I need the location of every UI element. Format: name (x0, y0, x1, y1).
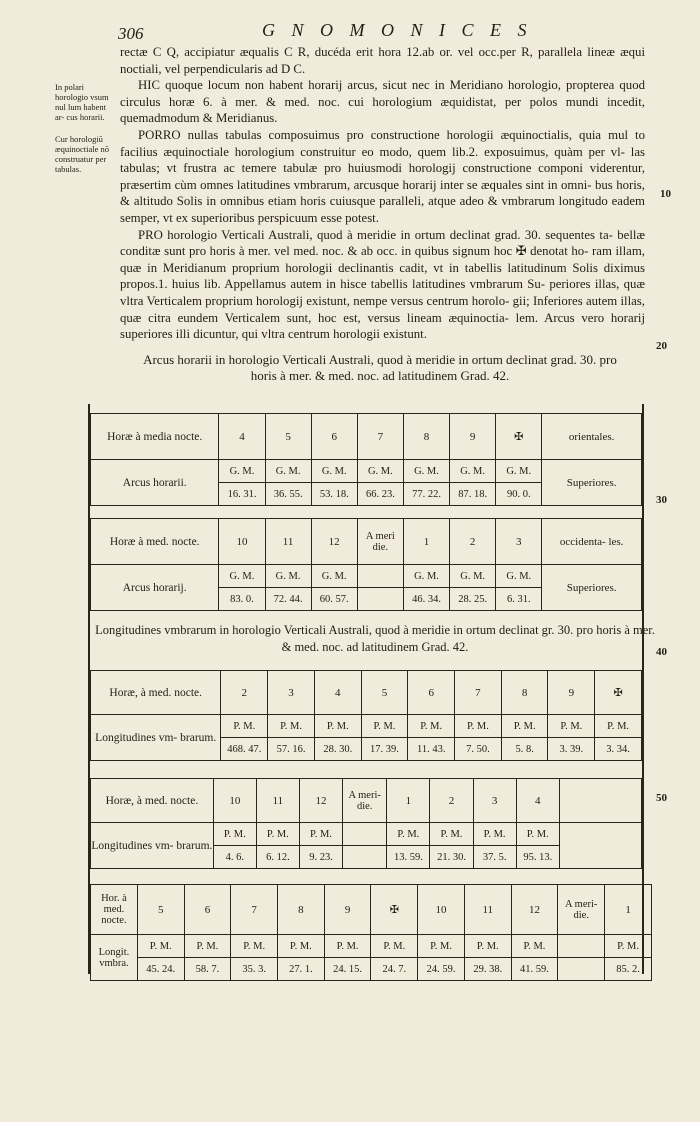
unit-cell: G. M. (450, 565, 496, 588)
value-cell: 28. 30. (314, 738, 361, 761)
value-cell: 13. 59. (387, 846, 430, 869)
table1-title: Arcus horarii in horologio Verticali Australi, quod à meridie in ortum declinat grad. 30. pro horis à mer. & med. noc. ad latitudinem Grad. 42. (143, 352, 617, 383)
value-cell: 6. 31. (496, 588, 542, 611)
hour-cell: 8 (278, 885, 325, 935)
unit-cell: P. M. (314, 715, 361, 738)
meridian-cell: A meri- die. (558, 885, 605, 935)
value-cell: 28. 25. (450, 588, 496, 611)
hours-label: Horæ, à med. nocte. (91, 779, 214, 823)
paragraph: HIC quoque locum non habent horarij arcus, sicut nec in Meridiano horologio, propterea quod circulus horæ 6. à mer. & med. noc. cui horologium æquidistat, per polos mundi incedit, quemadmodum & Meridianus. (120, 78, 645, 126)
hour-cell: 11 (265, 519, 311, 565)
unit-cell: P. M. (473, 823, 516, 846)
hour-cell: 2 (430, 779, 473, 823)
hour-cell: 7 (455, 671, 502, 715)
hour-cell: 5 (137, 885, 184, 935)
side-label: orientales. (542, 414, 642, 460)
value-cell: 60. 57. (311, 588, 357, 611)
unit-cell: P. M. (278, 935, 325, 958)
margin-note-equinoctial: Cur horologiū æquinoctiale nō construatur per tabulas. (55, 134, 110, 174)
unit-cell: P. M. (324, 935, 371, 958)
meridian-hour-cell: ✠ (371, 885, 418, 935)
value-cell: 58. 7. (184, 958, 231, 981)
hour-cell: 1 (403, 519, 449, 565)
value-cell: 11. 43. (408, 738, 455, 761)
value-cell: 3. 39. (548, 738, 595, 761)
value-cell: 17. 39. (361, 738, 408, 761)
hour-cell: 10 (219, 519, 265, 565)
arcs-label: Arcus horarij. (91, 565, 219, 611)
unit-cell: P. M. (516, 823, 559, 846)
line-number-40: 40 (656, 646, 667, 658)
meridian-hour-cell: ✠ (496, 414, 542, 460)
unit-cell: P. M. (464, 935, 511, 958)
value-cell: 45. 24. (137, 958, 184, 981)
hour-cell: 7 (357, 414, 403, 460)
hour-cell: 8 (501, 671, 548, 715)
hour-cell: 11 (464, 885, 511, 935)
unit-cell: P. M. (501, 715, 548, 738)
unit-cell: P. M. (361, 715, 408, 738)
unit-cell: P. M. (221, 715, 268, 738)
value-cell: 24. 15. (324, 958, 371, 981)
unit-cell: G. M. (265, 460, 311, 483)
unit-cell: P. M. (548, 715, 595, 738)
hours-label: Horæ à media nocte. (91, 414, 219, 460)
value-cell: 29. 38. (464, 958, 511, 981)
value-cell: 77. 22. (403, 483, 449, 506)
line-number-20: 20 (656, 340, 667, 352)
body-text (120, 44, 645, 343)
unit-cell: P. M. (231, 935, 278, 958)
value-cell: 36. 55. (265, 483, 311, 506)
folio-number: 306 (118, 24, 144, 43)
running-head: G N O M O N I C E S (262, 20, 533, 40)
hour-cell: 5 (361, 671, 408, 715)
hour-cell: 4 (314, 671, 361, 715)
value-cell: 72. 44. (265, 588, 311, 611)
value-cell: 37. 5. (473, 846, 516, 869)
value-cell: 24. 59. (418, 958, 465, 981)
hour-cell: 6 (184, 885, 231, 935)
value-cell: 85. 2. (605, 958, 652, 981)
line-number-10: 10 (660, 188, 671, 200)
hour-cell: 12 (299, 779, 342, 823)
margin-note-polar: In polari horologio vsum nul lum habent ar- cus horarii. (55, 82, 109, 122)
unit-cell: P. M. (595, 715, 642, 738)
hour-cell: 3 (473, 779, 516, 823)
hour-cell: 9 (548, 671, 595, 715)
unit-cell: G. M. (496, 460, 542, 483)
unit-cell: P. M. (137, 935, 184, 958)
paragraph: PORRO nullas tabulas composuimus pro constructione horologii æquinoctialis, quia mul to facilius æquinoctiale horologium construitur eo modo, quem lib.2. exposuimus, quàm per vl- las tabulas; vt frustra ac temere tabulæ pro huiusmodi horologij constructione componi viderentur, præsertim cùm omnes latitudines vmbrarum, arcusque horarij inter se æquales sint in omni- bus horis, & altitudo Solis in omnibus etiam horis cuiusque paralleli, atque adeo & vmbrarum longitudo eadem semper, vt ex superioribus perspicuum esse potest. (120, 127, 645, 225)
hour-cell: 1 (387, 779, 430, 823)
meridian-hour-cell: ✠ (595, 671, 642, 715)
value-cell: 83. 0. (219, 588, 265, 611)
unit-cell: P. M. (430, 823, 473, 846)
value-cell: 7. 50. (455, 738, 502, 761)
unit-cell: P. M. (268, 715, 315, 738)
unit-cell: P. M. (408, 715, 455, 738)
hours-label: Hor. à med. nocte. (91, 885, 138, 935)
lengths-label: Longit. vmbra. (91, 935, 138, 981)
value-cell: 5. 8. (501, 738, 548, 761)
hour-cell: 6 (408, 671, 455, 715)
value-cell: 46. 34. (403, 588, 449, 611)
value-cell: 27. 1. (278, 958, 325, 981)
value-cell: 41. 59. (511, 958, 558, 981)
value-cell: 21. 30. (430, 846, 473, 869)
unit-cell: G. M. (450, 460, 496, 483)
unit-cell: G. M. (265, 565, 311, 588)
lengths-label: Longitudines vm- brarum. (91, 715, 221, 761)
value-cell: 35. 3. (231, 958, 278, 981)
hours-label: Horæ, à med. nocte. (91, 671, 221, 715)
unit-cell: P. M. (387, 823, 430, 846)
unit-cell: G. M. (219, 460, 265, 483)
value-cell: 87. 18. (450, 483, 496, 506)
unit-cell: G. M. (311, 460, 357, 483)
value-cell: 66. 23. (357, 483, 403, 506)
hour-cell: 4 (516, 779, 559, 823)
arcs-label: Arcus horarii. (91, 460, 219, 506)
value-cell: 3. 34. (595, 738, 642, 761)
unit-cell: G. M. (403, 565, 449, 588)
unit-cell: P. M. (213, 823, 256, 846)
side-label: occidenta- les. (542, 519, 642, 565)
hour-cell: 12 (311, 519, 357, 565)
note-cell: Superiores. (542, 460, 642, 506)
meridian-cell: A meri- die. (343, 779, 387, 823)
value-cell: 53. 18. (311, 483, 357, 506)
value-cell: 468. 47. (221, 738, 268, 761)
hour-cell: 1 (605, 885, 652, 935)
hour-cell: 2 (450, 519, 496, 565)
value-cell: 9. 23. (299, 846, 342, 869)
hour-cell: 5 (265, 414, 311, 460)
hour-cell: 10 (213, 779, 256, 823)
hour-cell: 9 (324, 885, 371, 935)
hour-cell: 12 (511, 885, 558, 935)
table-frame (88, 404, 644, 974)
paragraph: rectæ C Q, accipiatur æqualis C R, ducéda erit hora 12.ab or. vel occ.per R, parallela lineæ æqui noctiali, vel perpendicularis ad D C. (120, 45, 645, 76)
line-number-30: 30 (656, 494, 667, 506)
value-cell: 90. 0. (496, 483, 542, 506)
value-cell: 4. 6. (213, 846, 256, 869)
hour-cell: 4 (219, 414, 265, 460)
hour-cell: 3 (268, 671, 315, 715)
unit-cell: P. M. (455, 715, 502, 738)
lengths-label: Longitudines vm- brarum. (91, 823, 214, 869)
hour-cell: 7 (231, 885, 278, 935)
unit-cell: P. M. (184, 935, 231, 958)
note-cell: Superiores. (542, 565, 642, 611)
unit-cell: G. M. (403, 460, 449, 483)
unit-cell: G. M. (219, 565, 265, 588)
value-cell: 95. 13. (516, 846, 559, 869)
unit-cell: P. M. (605, 935, 652, 958)
unit-cell: P. M. (299, 823, 342, 846)
unit-cell: G. M. (357, 460, 403, 483)
unit-cell: P. M. (511, 935, 558, 958)
unit-cell: P. M. (371, 935, 418, 958)
hour-cell: 9 (450, 414, 496, 460)
hour-cell: 8 (403, 414, 449, 460)
hours-label: Horæ à med. nocte. (91, 519, 219, 565)
hour-cell: 11 (256, 779, 299, 823)
paragraph: PRO horologio Verticali Australi, quod à meridie in ortum declinat grad. 30. sequentes ta- bellæ conditæ sunt pro horis à mer. vel med. noc. & ab occ. in quibus signum hoc ✠ denotat ho- ram illam, quæ in Meridianum proprium horologii declinantis cadit, vt in tabellis latitudinum Solis diximus propos.1. huius lib. Appellamus autem in hisce tabellis latitudines vmbrarum Su- periores illas, quæ vltra Verticalem proprium horologij existunt, nempe versus centrum horolo- gii; Inferiores autem illas, quæ citra eundem Verticalem sunt, hoc est, versus lineam æquinoctia- lem. Arcus vero horarij superiores illi dicuntur, qui vltra centrum horologii existunt. (120, 227, 645, 342)
unit-cell: P. M. (256, 823, 299, 846)
value-cell: 16. 31. (219, 483, 265, 506)
hour-cell: 10 (418, 885, 465, 935)
value-cell: 57. 16. (268, 738, 315, 761)
unit-cell: G. M. (496, 565, 542, 588)
unit-cell: G. M. (311, 565, 357, 588)
value-cell: 24. 7. (371, 958, 418, 981)
meridian-cell: A meri die. (357, 519, 403, 565)
line-number-50: 50 (656, 792, 667, 804)
hour-cell: 2 (221, 671, 268, 715)
table2-title: Longitudines vmbrarum in horologio Verticali Australi, quod à meridie in ortum declinat gr. 30. pro horis à mer. & med. noc. ad latitudinem Grad. 42. (95, 623, 655, 654)
hour-cell: 3 (496, 519, 542, 565)
value-cell: 6. 12. (256, 846, 299, 869)
hour-cell: 6 (311, 414, 357, 460)
unit-cell: P. M. (418, 935, 465, 958)
